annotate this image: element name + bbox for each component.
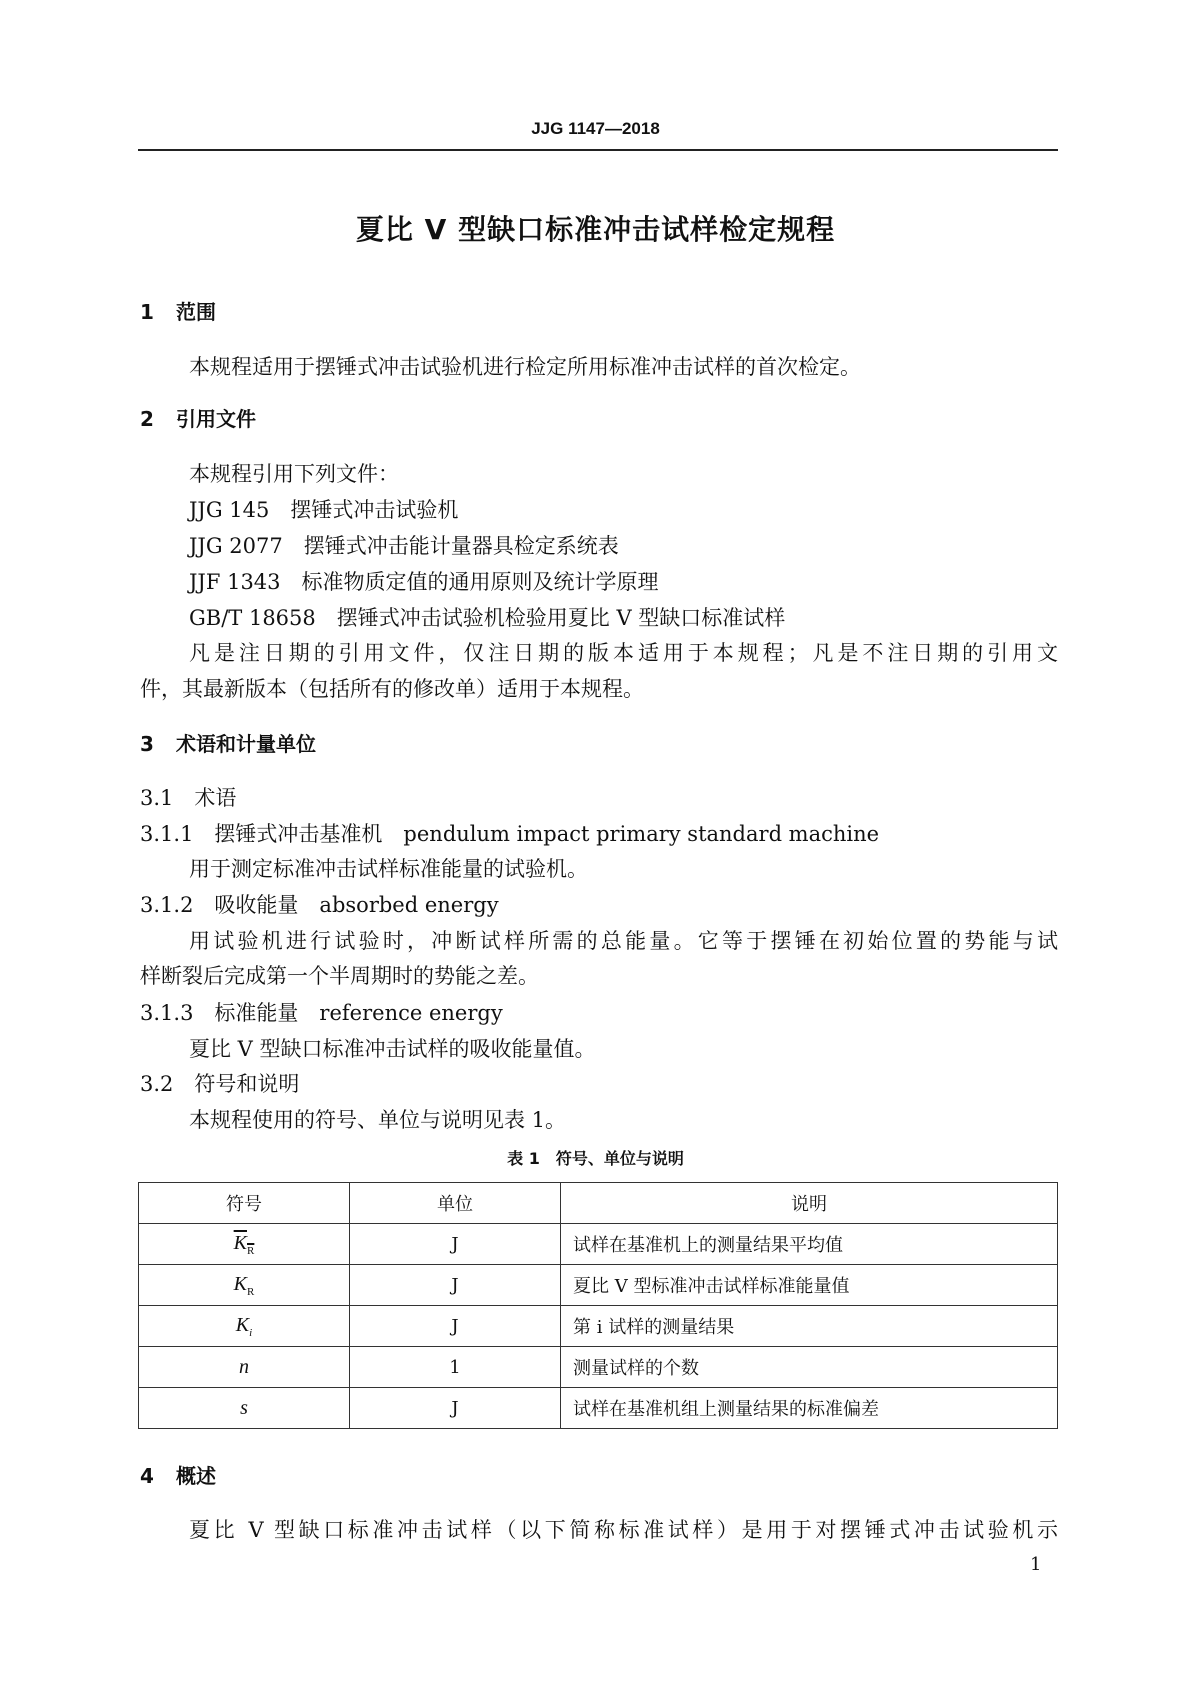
reference-item: JJF 1343 标准物质定值的通用原则及统计学原理 <box>189 570 659 594</box>
reference-note-cont: 件，其最新版本（包括所有的修改单）适用于本规程。 <box>140 677 644 701</box>
section-2-title: 引用文件 <box>176 407 256 431</box>
term-3-1-1: 3.1.1 摆锤式冲击基准机 pendulum impact primary standard machine <box>140 822 880 846</box>
table-row: $K_i$ J 第 i 试样的测量结果 <box>139 1306 1058 1347</box>
table-row: n 1 测量试样的个数 <box>139 1347 1058 1388</box>
section-1-number: 1 <box>140 300 154 324</box>
term-3-1-3: 3.1.3 标准能量 reference energy <box>140 1001 503 1025</box>
table-row: s J 试样在基准机组上测量结果的标准偏差 <box>139 1388 1058 1429</box>
section-2-intro: 本规程引用下列文件： <box>189 462 399 486</box>
table-row: $K_R$ J 试样在基准机上的测量结果平均值 <box>139 1224 1058 1265</box>
term-3-1-2-def-cont: 样断裂后完成第一个半周期时的势能之差。 <box>140 964 539 988</box>
term-3-1-3-def: 夏比 V 型缺口标准冲击试样的吸收能量值。 <box>189 1037 596 1061</box>
page-number: 1 <box>1030 1554 1042 1575</box>
section-4-title: 概述 <box>176 1464 216 1488</box>
symbols-table <box>138 1182 1058 1429</box>
section-3-number: 3 <box>140 732 154 756</box>
symbol: s <box>240 1396 248 1419</box>
symbol: $K_R$ <box>233 1272 255 1298</box>
symbol: $K_R$ <box>233 1231 255 1257</box>
section-3-title: 术语和计量单位 <box>176 732 316 756</box>
reference-note: 凡是注日期的引用文件，仅注日期的版本适用于本规程；凡是不注日期的引用文 <box>189 641 1058 665</box>
table-caption: 表 1 符号、单位与说明 <box>507 1149 684 1168</box>
section-4-text: 夏比 V 型缺口标准冲击试样（以下简称标准试样）是用于对摆锤式冲击试验机示 <box>189 1518 1058 1542</box>
table-row: $K_R$ J 夏比 V 型标准冲击试样标准能量值 <box>139 1265 1058 1306</box>
table-header-row: 符号 单位 说明 <box>139 1183 1058 1224</box>
subsection-3-1: 3.1 术语 <box>140 786 237 810</box>
subsection-3-2-text: 本规程使用的符号、单位与说明见表 1。 <box>189 1108 567 1132</box>
section-1-text: 本规程适用于摆锤式冲击试验机进行检定所用标准冲击试样的首次检定。 <box>189 355 861 379</box>
header-rule <box>138 149 1058 151</box>
term-3-1-2-def: 用试验机进行试验时，冲断试样所需的总能量。它等于摆锤在初始位置的势能与试 <box>189 929 1058 953</box>
symbol: n <box>239 1355 249 1378</box>
section-2-number: 2 <box>140 407 154 431</box>
running-header: JJG 1147—2018 <box>531 119 660 138</box>
term-3-1-1-def: 用于测定标准冲击试样标准能量的试验机。 <box>189 857 588 881</box>
term-3-1-2: 3.1.2 吸收能量 absorbed energy <box>140 893 499 917</box>
symbol: $K_i$ <box>235 1313 253 1339</box>
document-title: 夏比 V 型缺口标准冲击试样检定规程 <box>355 213 836 246</box>
reference-item: GB/T 18658 摆锤式冲击试验机检验用夏比 V 型缺口标准试样 <box>189 606 786 630</box>
section-1-title: 范围 <box>176 300 216 324</box>
section-4-number: 4 <box>140 1464 154 1488</box>
subsection-3-2: 3.2 符号和说明 <box>140 1072 300 1096</box>
reference-item: JJG 2077 摆锤式冲击能计量器具检定系统表 <box>189 534 619 558</box>
reference-item: JJG 145 摆锤式冲击试验机 <box>189 498 459 522</box>
